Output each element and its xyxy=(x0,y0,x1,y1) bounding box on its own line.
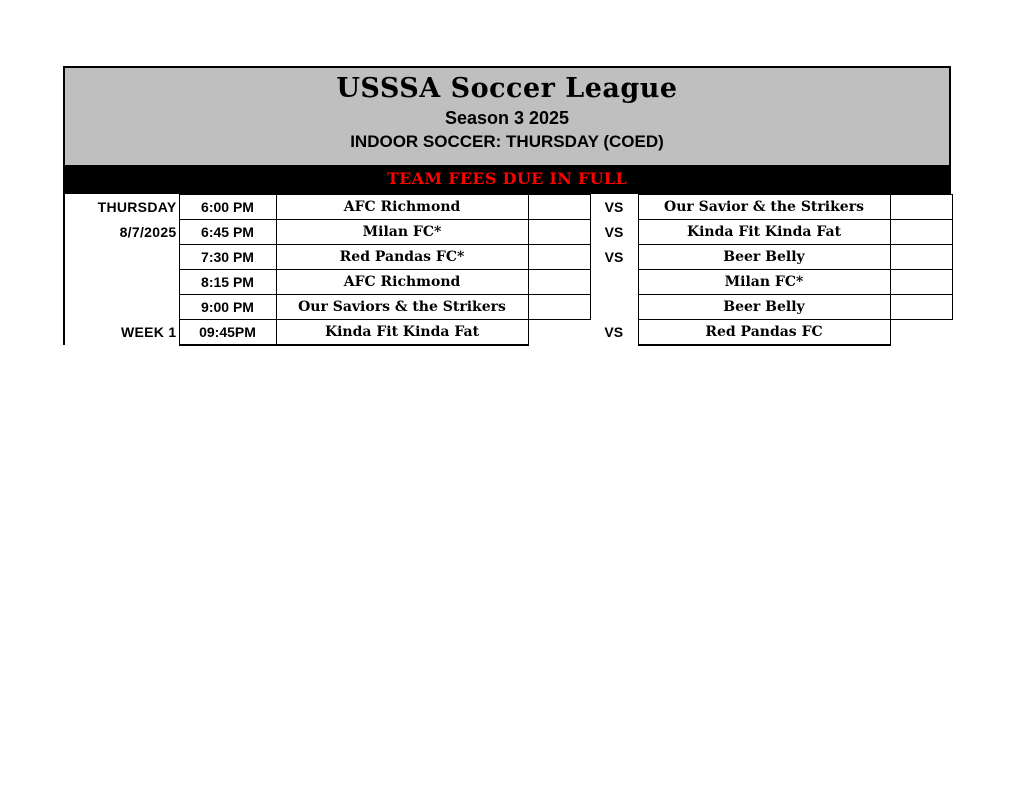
row-time: 6:00 PM xyxy=(179,194,276,219)
row-time: 09:45PM xyxy=(179,319,276,345)
row-day-label xyxy=(64,269,179,294)
row-away-score[interactable] xyxy=(890,294,952,319)
row-away-team: Our Savior & the Strikers xyxy=(638,194,890,219)
row-away-score[interactable] xyxy=(890,319,952,345)
row-time: 9:00 PM xyxy=(179,294,276,319)
row-home-score[interactable] xyxy=(528,219,590,244)
row-home-score[interactable] xyxy=(528,294,590,319)
table-row xyxy=(64,269,952,294)
row-time: 7:30 PM xyxy=(179,244,276,269)
table-row xyxy=(64,294,952,319)
row-day-label: 8/7/2025 xyxy=(64,219,179,244)
season-label: Season 3 2025 xyxy=(444,107,570,128)
row-away-team: Beer Belly xyxy=(638,244,890,269)
header-block xyxy=(63,66,951,165)
row-vs-label: VS xyxy=(604,198,624,215)
schedule-sheet xyxy=(63,66,951,346)
row-away-score[interactable] xyxy=(890,269,952,294)
table-row xyxy=(64,319,952,345)
row-home-team: Milan FC* xyxy=(276,219,528,244)
row-vs-label xyxy=(590,294,638,319)
fees-notice-text: TEAM FEES DUE IN FULL xyxy=(386,168,628,188)
row-day-label xyxy=(64,244,179,269)
row-time: 8:15 PM xyxy=(179,269,276,294)
row-away-team: Kinda Fit Kinda Fat xyxy=(638,219,890,244)
row-away-team: Milan FC* xyxy=(638,269,890,294)
row-vs-label xyxy=(590,269,638,294)
fees-notice-bar xyxy=(63,165,951,194)
row-away-score[interactable] xyxy=(890,244,952,269)
row-home-score[interactable] xyxy=(528,269,590,294)
page-title: USSSA Soccer League xyxy=(336,73,678,104)
row-home-team: Red Pandas FC* xyxy=(276,244,528,269)
schedule-table xyxy=(63,194,953,346)
row-away-score[interactable] xyxy=(890,219,952,244)
table-row xyxy=(64,244,952,269)
row-away-team: Beer Belly xyxy=(638,294,890,319)
league-subtitle: INDOOR SOCCER: THURSDAY (COED) xyxy=(350,131,664,151)
row-time: 6:45 PM xyxy=(179,219,276,244)
row-away-team: Red Pandas FC xyxy=(638,319,890,345)
row-home-score[interactable] xyxy=(528,244,590,269)
row-vs-label: VS xyxy=(604,323,624,340)
row-home-score[interactable] xyxy=(528,319,590,345)
row-home-team: AFC Richmond xyxy=(276,194,528,219)
row-vs-label: VS xyxy=(604,223,624,240)
table-row xyxy=(64,194,952,219)
row-day-label: THURSDAY xyxy=(64,194,179,219)
row-vs-label: VS xyxy=(604,248,624,265)
row-home-team: Our Saviors & the Strikers xyxy=(276,294,528,319)
row-day-label xyxy=(64,294,179,319)
row-home-team: AFC Richmond xyxy=(276,269,528,294)
row-away-score[interactable] xyxy=(890,194,952,219)
row-home-team: Kinda Fit Kinda Fat xyxy=(276,319,528,345)
row-home-score[interactable] xyxy=(528,194,590,219)
table-row xyxy=(64,219,952,244)
row-day-label: WEEK 1 xyxy=(64,319,179,345)
